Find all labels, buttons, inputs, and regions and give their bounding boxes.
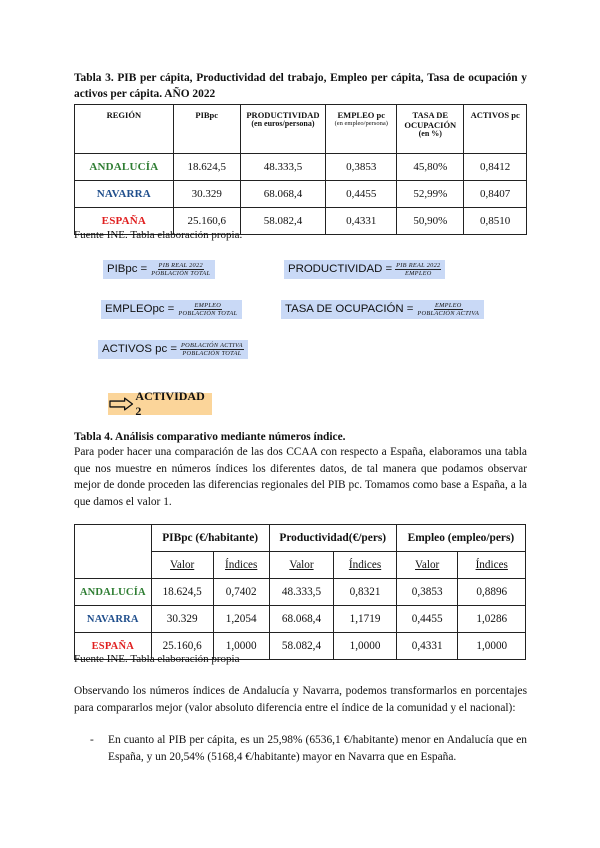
observations-paragraph: Observando los números índices de Andalucía y Navarra, podemos transformarlos en porcentajes para compararlos mejor (valor absoluto diferencia entre el índice de la comunidad y el nacional):	[74, 685, 527, 714]
group-empleo: Empleo (empleo/pers)	[396, 525, 525, 552]
formula-tasa: TASA DE OCUPACIÓN = $\frac{\text{EMPLEO}}{\text{POBLACIÓN ACTIVA}}$	[281, 300, 484, 319]
table-row: ESPAÑA 25.160,6 58.082,4 0,4331 50,90% 0,8510	[75, 208, 527, 235]
table4-caption: Tabla 4. Análisis comparativo mediante números índice.	[74, 431, 346, 443]
header-empleo: EMPLEO pc (en empleo/persona)	[326, 105, 397, 154]
formula-pibpc: PIBpc = $\frac{\text{PIB REAL 2022}}{\text{POBLACIÓN TOTAL}}$	[103, 260, 215, 279]
formula-empleo: EMPLEOpc = $\frac{\text{EMPLEO}}{\text{POBLACIÓN TOTAL}}$	[101, 300, 242, 319]
table3	[74, 104, 527, 235]
activity-label: ACTIVIDAD 2	[135, 389, 205, 418]
table-row: NAVARRA 30.329 1,2054 68.068,4 1,1719 0,4455 1,0286	[75, 606, 526, 633]
table4-intro: Para poder hacer una comparación de las dos CCAA con respecto a España, elaboramos una tabla que nos muestre en números índices los diferentes datos, de tal manera que podamos observar mejor de donde proceden las diferencias regionales del PIB pc. Tomamos como base a España, a la que damos el valor 1.	[74, 446, 527, 508]
group-productividad: Productividad(€/pers)	[269, 525, 396, 552]
table-row: ESPAÑA 25.160,6 1,0000 58.082,4 1,0000 0,4331 1,0000	[75, 633, 526, 660]
header-pibpc: PIBpc	[173, 105, 240, 154]
table-row: ANDALUCÍA 18.624,5 0,7402 48.333,5 0,8321 0,3853 0,8896	[75, 579, 526, 606]
bullet-marker: -	[90, 734, 94, 746]
table3-source: Fuente INE. Tabla elaboración propia.	[74, 229, 243, 241]
bullet-text: En cuanto al PIB per cápita, es un 25,98% (6536,1 €/habitante) menor en Andalucía que en España, y un 20,54% (5168,4 €/habitante) mayor en Navarra que en España.	[108, 734, 527, 763]
header-region: REGIÓN	[75, 105, 174, 154]
header-productividad: PRODUCTIVIDAD (en euros/persona)	[240, 105, 326, 154]
group-pibpc: PIBpc (€/habitante)	[151, 525, 269, 552]
table-row: ANDALUCÍA 18.624,5 48.333,5 0,3853 45,80% 0,8412	[75, 154, 527, 181]
table4-source: Fuente INE. Tabla elaboración propia	[74, 653, 240, 665]
table-row: NAVARRA 30.329 68.068,4 0,4455 52,99% 0,8407	[75, 181, 527, 208]
formula-productividad: PRODUCTIVIDAD = $\frac{\text{PIB REAL 2022}}{\text{EMPLEO}}$	[284, 260, 445, 279]
table3-caption: Tabla 3. PIB per cápita, Productividad del trabajo, Empleo per cápita, Tasa de ocupación y activos per cápita. AÑO 2022	[74, 72, 527, 100]
activity-banner	[108, 389, 212, 418]
formula-activos: ACTIVOS pc = $\frac{\text{POBLACIÓN ACTIVA}}{\text{POBLACIÓN TOTAL}}$	[98, 340, 248, 359]
table4: PIBpc (€/habitante) Productividad(€/pers) Empleo (empleo/pers) Valor Índices Valor Índices Valor Índices ANDALUCÍA 18.624,5 0,7402 48.333,5 0,8321 0,3853 0,8896 NAVARRA 30.329 1,2054 68.068,4 1,1719 0,4455 1,0286 ESPAÑA 25.160,6 1,0000 58.082,4 1,0000 0,4331 1,0000	[74, 524, 526, 660]
header-activos: ACTIVOS pc	[464, 105, 527, 154]
arrow-right-icon	[109, 397, 134, 411]
header-tasa: TASA DE OCUPACIÓN (en %)	[397, 105, 464, 154]
